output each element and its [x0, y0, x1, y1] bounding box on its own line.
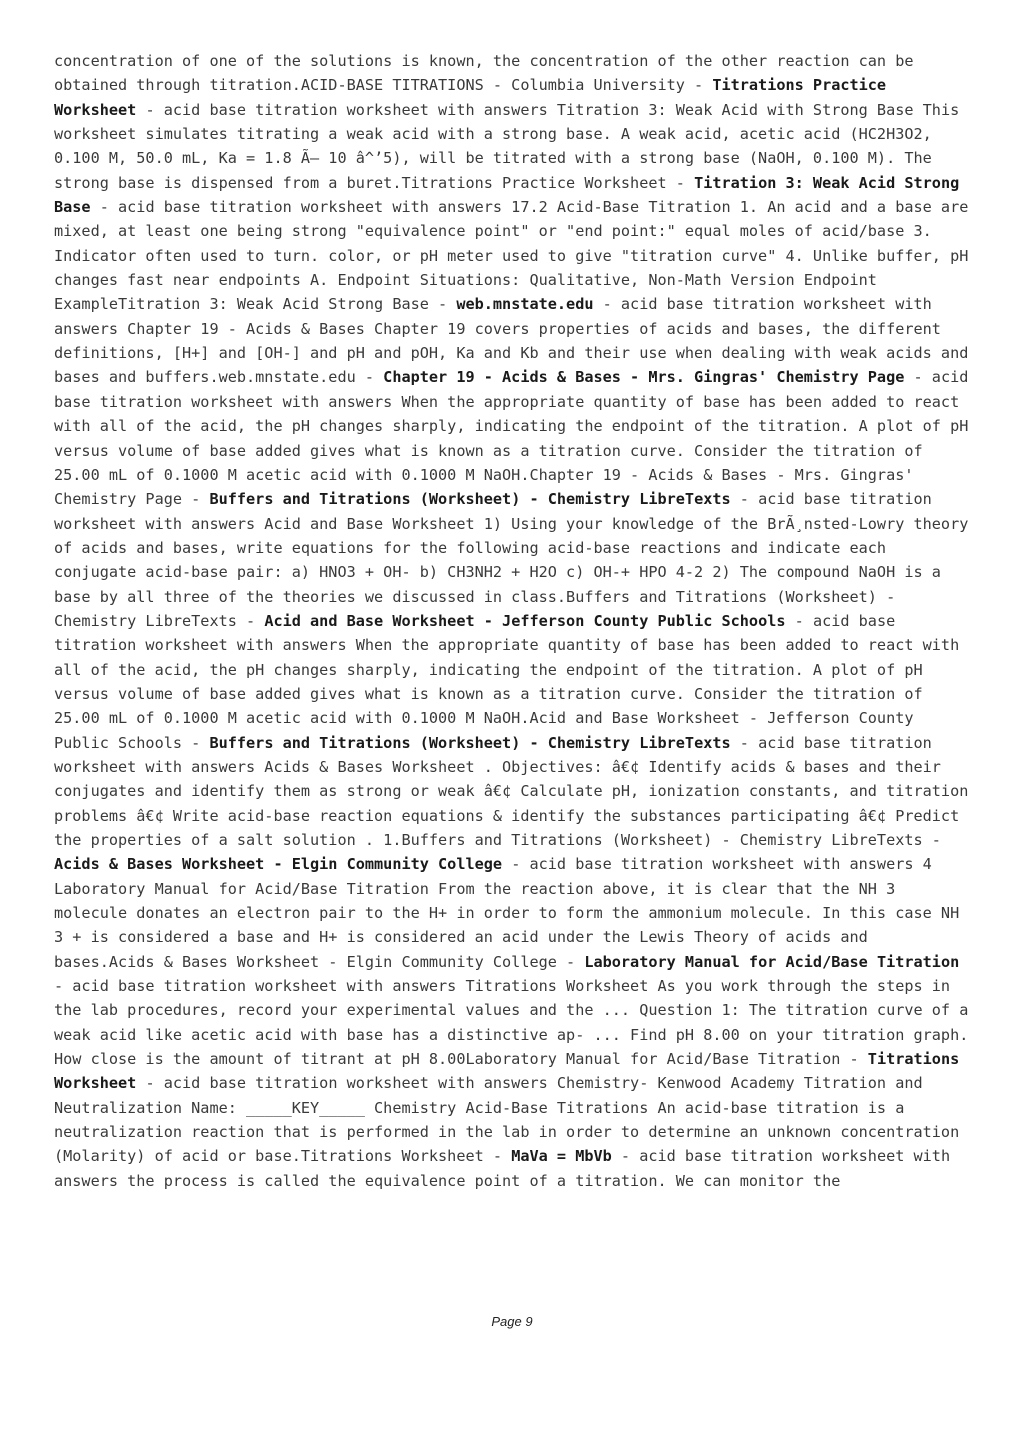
bold-heading-text: Laboratory Manual for Acid/Base Titration [584, 952, 960, 971]
body-text-segment: - acid base titration worksheet with answers Titrations Worksheet As you work through the steps in the lab procedures, record your experimental values and the ... Question 1: The titration curve of a weak acid like acetic acid with base has a distinctive ap- ... Find pH 8.00 on your titration graph. How close is the amount of titrant at pH 8.00Laboratory Manual for Acid/Base Titration - [54, 977, 969, 1069]
bold-heading-text: Titrations Worksheet [54, 1050, 960, 1093]
bold-heading-text: Titration 3: Weak Acid Strong Base [54, 173, 960, 217]
bold-heading-text: Chapter 19 - Acids & Bases - Mrs. Gingras' Chemistry Page [383, 368, 905, 387]
body-text-segment: - acid base titration worksheet with answers 4 Laboratory Manual for Acid/Base Titration From the reaction above, it is clear that the NH 3 molecule donates an electron pair to the H+ in order to form the ammonium molecule. In this case NH 3 + is considered a base and H+ is considered an acid under the Lewis Theory of acids and bases.Acids & Bases Worksheet - Elgin Community College - [54, 855, 960, 971]
body-text-segment: - acid base titration worksheet with answers Chemistry- Kenwood Academy Titration and Neutralization Name: _____KEY_____ Chemistry Acid-Base Titrations An acid-base titration is a neutralization reaction that is performed in the lab in order to determine an unknown concentration (Molarity) of acid or base.Titrations Worksheet - [54, 1074, 960, 1166]
body-text-segment: - acid base titration worksheet with answers Acid and Base Worksheet 1) Using your knowledge of the BrÃ¸nsted-Lowry theory of acids and bases, write equations for the following acid-base reactions and indicate each conjugate acid-base pair: a) HNO3 + OH- b) CH3NH2 + H2O c) OH-+ HPO 4-2 2) The compound NaOH is a base by all three of the theories we discussed in class.Buffers and Titrations (Worksheet) - Chemistry LibreTexts - [54, 490, 969, 630]
body-text-segment: - acid base titration worksheet with answers Titration 3: Weak Acid with Strong Base This worksheet simulates titrating a weak acid with a strong base. A weak acid, acetic acid (HC2H3O2, 0.100 M, 50.0 mL, Ka = 1.8 Ã— 10 â^’5), will be titrated with a strong base (NaOH, 0.100 M). The strong base is dispensed from a buret.Titrations Practice Worksheet - [54, 100, 960, 192]
bold-heading-text: Titrations Practice Worksheet [54, 76, 887, 119]
bold-heading-text: Acid and Base Worksheet - Jefferson County Public Schools [264, 611, 786, 630]
bold-heading-text: MaVa = MbVb [511, 1147, 612, 1166]
body-text-segment: - acid base titration worksheet with answers Acids & Bases Worksheet . Objectives: â€¢ Identify acids & bases and their conjugates and identify them as strong or weak â€¢ Calculate pH, ionization constants, and titration problems â€¢ Write acid-base reaction equations & identify the substances participating â€¢ Predict the properties of a salt solution . 1.Buffers and Titrations (Worksheet) - Chemistry LibreTexts - [54, 733, 969, 849]
body-text-segment: - acid base titration worksheet with answers When the appropriate quantity of base has been added to react with all of the acid, the pH changes sharply, indicating the endpoint of the titration. A plot of pH versus volume of base added gives what is known as a titration curve. Consider the titration of 25.00 mL of 0.1000 M acetic acid with 0.1000 M NaOH.Acid and Base Worksheet - Jefferson County Public Schools - [54, 611, 960, 752]
bold-heading-text: Buffers and Titrations (Worksheet) - Chemistry LibreTexts [209, 490, 731, 509]
body-text-segment: - acid base titration worksheet with answers When the appropriate quantity of base has been added to react with all of the acid, the pH changes sharply, indicating the endpoint of the titration. A plot of pH versus volume of base added gives what is known as a titration curve. Consider the titration of 25.00 mL of 0.1000 M acetic acid with 0.1000 M NaOH.Chapter 19 - Acids & Bases - Mrs. Gingras' Chemistry Page - [54, 368, 969, 509]
bold-heading-text: web.mnstate.edu [456, 295, 594, 314]
body-text-segment: - acid base titration worksheet with answers Chapter 19 - Acids & Bases Chapter 19 covers properties of acids and bases, the different definitions, [H+] and [OH-] and pH and pOH, Ka and Kb and their use when dealing with weak acids and bases and buffers.web.mnstate.edu - [54, 295, 969, 387]
bold-heading-text: Acids & Bases Worksheet - Elgin Community College [54, 855, 503, 874]
body-text-segment: concentration of one of the solutions is known, the concentration of the other reaction can be obtained through titration.ACID-BASE TITRATIONS - Columbia University - [54, 52, 914, 95]
body-text [54, 49, 970, 1193]
body-text-segment: - acid base titration worksheet with answers the process is called the equivalence point of a titration. We can monitor the [54, 1147, 951, 1190]
body-text-segment: - acid base titration worksheet with answers 17.2 Acid-Base Titration 1. An acid and a base are mixed, at least one being strong "equivalence point" or "end point:" equal moles of acid/base 3. Indicator often used to turn. color, or pH meter used to give "titration curve" 4. Unlike buffer, pH changes fast near endpoints A. Endpoint Situations: Qualitative, Non-Math Version Endpoint ExampleTitration 3: Weak Acid Strong Base - [54, 198, 969, 314]
bold-heading-text: Buffers and Titrations (Worksheet) - Chemistry LibreTexts [209, 733, 731, 752]
page-number: Page 9 [491, 1314, 533, 1329]
